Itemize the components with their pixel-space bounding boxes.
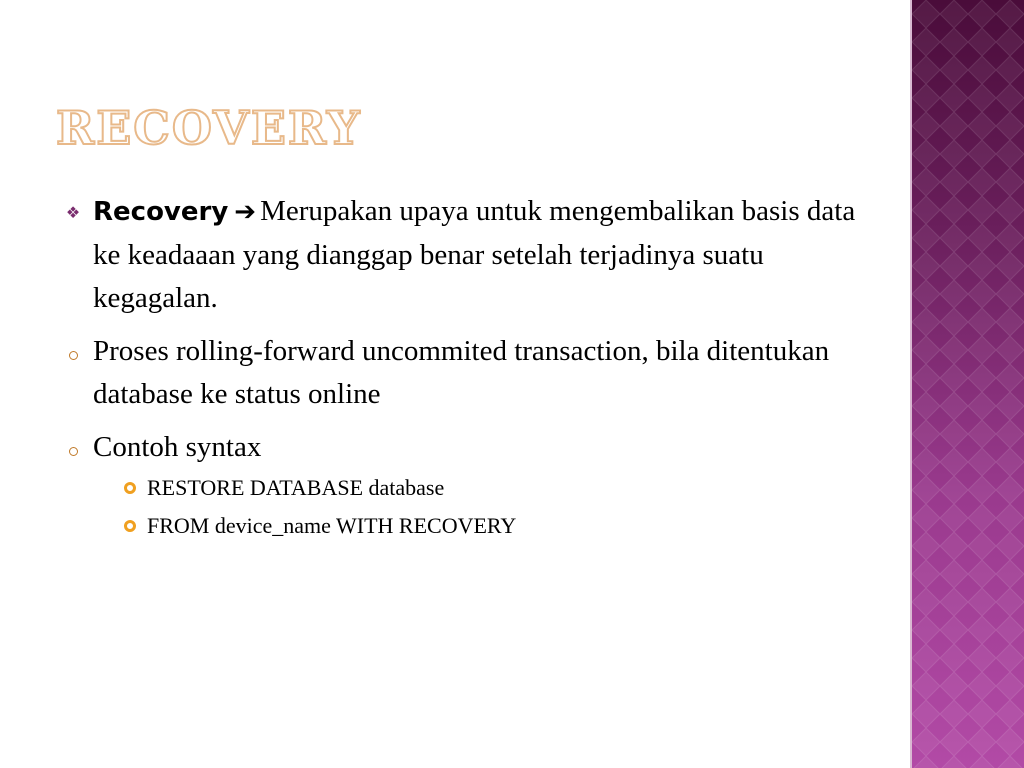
filled-ring-icon bbox=[120, 469, 140, 507]
slide-title: RECOVERY bbox=[56, 101, 362, 155]
sub-bullet-item bbox=[60, 507, 880, 545]
bullet-strong-term: Recovery bbox=[93, 197, 229, 227]
sub-bullet-text: FROM device_name WITH RECOVERY bbox=[147, 513, 517, 538]
bullet-item-rolling-forward bbox=[60, 330, 880, 416]
bullet-item-contoh-syntax bbox=[60, 426, 880, 469]
slide-content bbox=[60, 190, 880, 545]
decorative-side-panel bbox=[912, 0, 1024, 768]
ring-icon bbox=[60, 330, 86, 373]
ring-icon bbox=[60, 426, 86, 469]
arrow-right-icon: ➔ bbox=[234, 197, 257, 227]
bullet-item-recovery bbox=[60, 190, 880, 320]
bullet-text: Contoh syntax bbox=[93, 431, 262, 463]
sub-bullet-item bbox=[60, 469, 880, 507]
diamond-pattern bbox=[912, 0, 1024, 768]
filled-ring-icon bbox=[120, 507, 140, 545]
sub-bullet-text: RESTORE DATABASE database bbox=[147, 475, 445, 500]
bullet-text: Proses rolling-forward uncommited transaction, bila ditentukan database ke status online bbox=[93, 335, 830, 410]
four-diamond-icon: ❖ bbox=[65, 203, 81, 222]
bullet-text: Merupakan upaya untuk mengembalikan basis data ke keadaaan yang dianggap benar setelah terjadinya suatu kegagalan. bbox=[93, 195, 856, 314]
